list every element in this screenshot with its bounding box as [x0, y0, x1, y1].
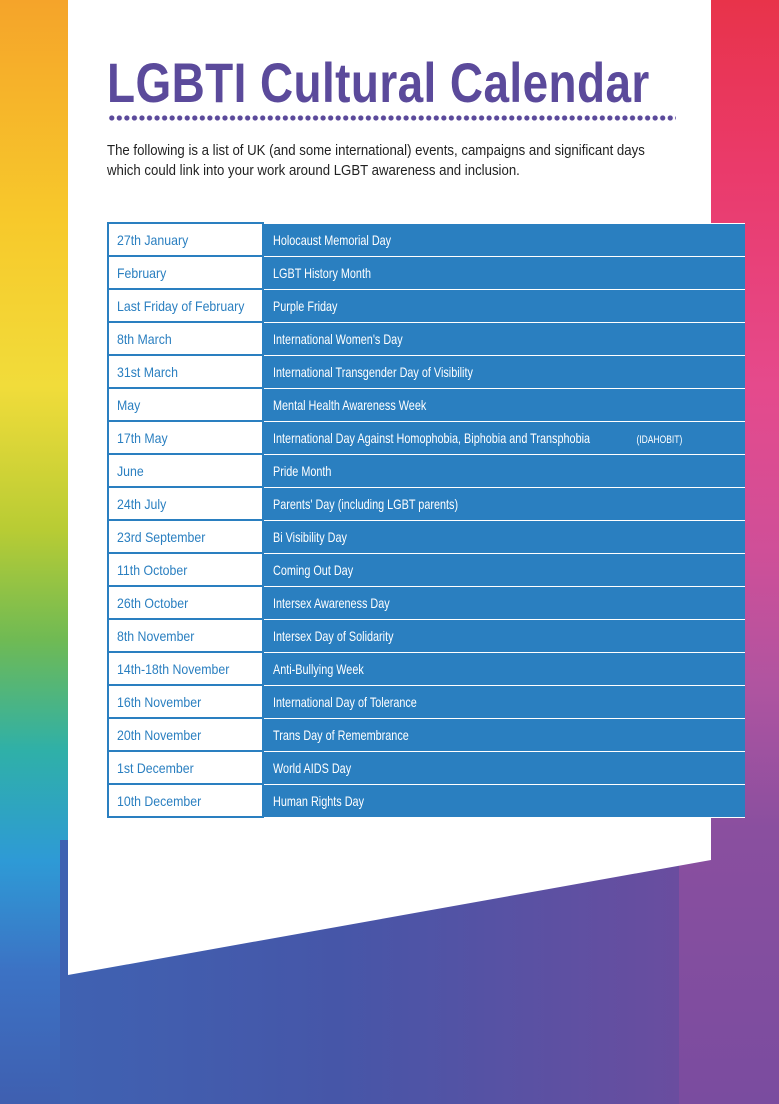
event-date: [108, 685, 263, 718]
event-label: Trans Day of Remembrance: [272, 726, 409, 743]
table-row: [108, 586, 745, 619]
event-date: [108, 619, 263, 652]
event-text: [273, 595, 406, 611]
event-text: [273, 331, 420, 347]
event-name: [263, 619, 746, 652]
event-name: [263, 751, 746, 784]
date-text: 31st March: [117, 363, 178, 380]
event-name: [263, 289, 746, 322]
event-name: [263, 388, 746, 421]
page-title: LGBTI Cultural Calendar: [107, 51, 650, 114]
event-label: International Day Against Homophobia, Biphobia and Transphobia: [272, 429, 590, 446]
event-text: [273, 694, 436, 710]
event-text: [273, 298, 346, 314]
event-text: [273, 727, 427, 743]
date-text: 14th-18th November: [117, 660, 230, 677]
date-text: 17th May: [117, 429, 168, 446]
event-date: [108, 388, 263, 421]
date-text: 27th January: [117, 231, 189, 248]
event-text: [273, 430, 689, 446]
event-label: Anti-Bullying Week: [272, 660, 364, 677]
event-name: [263, 520, 746, 553]
event-name: [263, 454, 746, 487]
event-text: [273, 661, 376, 677]
event-name: [263, 652, 746, 685]
table-row: [108, 751, 745, 784]
event-name: [263, 421, 746, 454]
event-name: [263, 355, 746, 388]
table-row: [108, 454, 745, 487]
event-date: [108, 454, 263, 487]
event-text: [273, 364, 500, 380]
event-label: International Women's Day: [272, 330, 403, 347]
event-name: [263, 256, 746, 289]
table-row: [108, 256, 745, 289]
event-text: [273, 628, 410, 644]
event-label: Holocaust Memorial Day: [272, 231, 391, 248]
date-text: Last Friday of February: [117, 297, 245, 314]
table-row: [108, 223, 745, 256]
event-label: Intersex Awareness Day: [272, 594, 390, 611]
event-label: Human Rights Day: [272, 792, 364, 809]
date-text: June: [117, 462, 144, 479]
event-date: [108, 223, 263, 256]
event-name: [263, 487, 746, 520]
event-name: [263, 784, 746, 817]
event-label: International Transgender Day of Visibility: [272, 363, 473, 380]
event-date: [108, 322, 263, 355]
date-text: May: [117, 396, 141, 413]
table-row: [108, 520, 745, 553]
event-label: Intersex Day of Solidarity: [272, 627, 394, 644]
date-text: 8th March: [117, 330, 172, 347]
table-row: [108, 685, 745, 718]
event-name: [263, 553, 746, 586]
event-label: Parents' Day (including LGBT parents): [272, 495, 458, 512]
event-name: [263, 223, 746, 256]
event-text: [273, 496, 483, 512]
event-text: [273, 397, 447, 413]
event-text: [273, 463, 339, 479]
event-text: [273, 265, 384, 281]
table-row: [108, 289, 745, 322]
date-text: 11th October: [117, 561, 188, 578]
event-text: [273, 562, 364, 578]
event-date: [108, 256, 263, 289]
event-date: [108, 553, 263, 586]
table-row: [108, 553, 745, 586]
table-row: [108, 652, 745, 685]
date-text: 8th November: [117, 627, 195, 644]
event-name: [263, 685, 746, 718]
date-text: 1st December: [117, 759, 194, 776]
event-date: [108, 586, 263, 619]
event-name: [263, 718, 746, 751]
event-label: Coming Out Day: [272, 561, 353, 578]
event-label: Mental Health Awareness Week: [272, 396, 427, 413]
event-name: [263, 586, 746, 619]
date-text: February: [117, 264, 167, 281]
event-date: [108, 652, 263, 685]
table-row: [108, 784, 745, 817]
event-date: [108, 718, 263, 751]
event-date: [108, 751, 263, 784]
event-date: [108, 421, 263, 454]
intro-text: The following is a list of UK (and some international) events, campaigns and significant days which could link into your work around LGBT awareness and inclusion.: [107, 142, 645, 179]
event-text: [273, 529, 357, 545]
table-row: [108, 421, 745, 454]
date-text: 26th October: [117, 594, 189, 611]
date-text: 24th July: [117, 495, 167, 512]
table-row: [108, 388, 745, 421]
date-text: 10th December: [117, 792, 202, 809]
event-note: (IDAHOBIT): [636, 433, 683, 446]
table-row: [108, 487, 745, 520]
date-text: 20th November: [117, 726, 202, 743]
event-name: [263, 322, 746, 355]
event-text: [273, 793, 376, 809]
calendar-table: [107, 222, 745, 818]
date-text: 16th November: [117, 693, 202, 710]
event-date: [108, 487, 263, 520]
event-label: Purple Friday: [272, 297, 338, 314]
event-label: Bi Visibility Day: [272, 528, 347, 545]
table-row: [108, 718, 745, 751]
event-date: [108, 520, 263, 553]
event-label: International Day of Tolerance: [272, 693, 417, 710]
event-text: [273, 232, 407, 248]
event-date: [108, 289, 263, 322]
event-label: LGBT History Month: [272, 264, 371, 281]
event-label: World AIDS Day: [272, 759, 351, 776]
table-row: [108, 322, 745, 355]
table-row: [108, 619, 745, 652]
date-text: 23rd September: [117, 528, 206, 545]
event-label: Pride Month: [272, 462, 332, 479]
event-date: [108, 355, 263, 388]
table-row: [108, 355, 745, 388]
event-date: [108, 784, 263, 817]
dotted-divider: [108, 115, 676, 121]
event-text: [273, 760, 362, 776]
